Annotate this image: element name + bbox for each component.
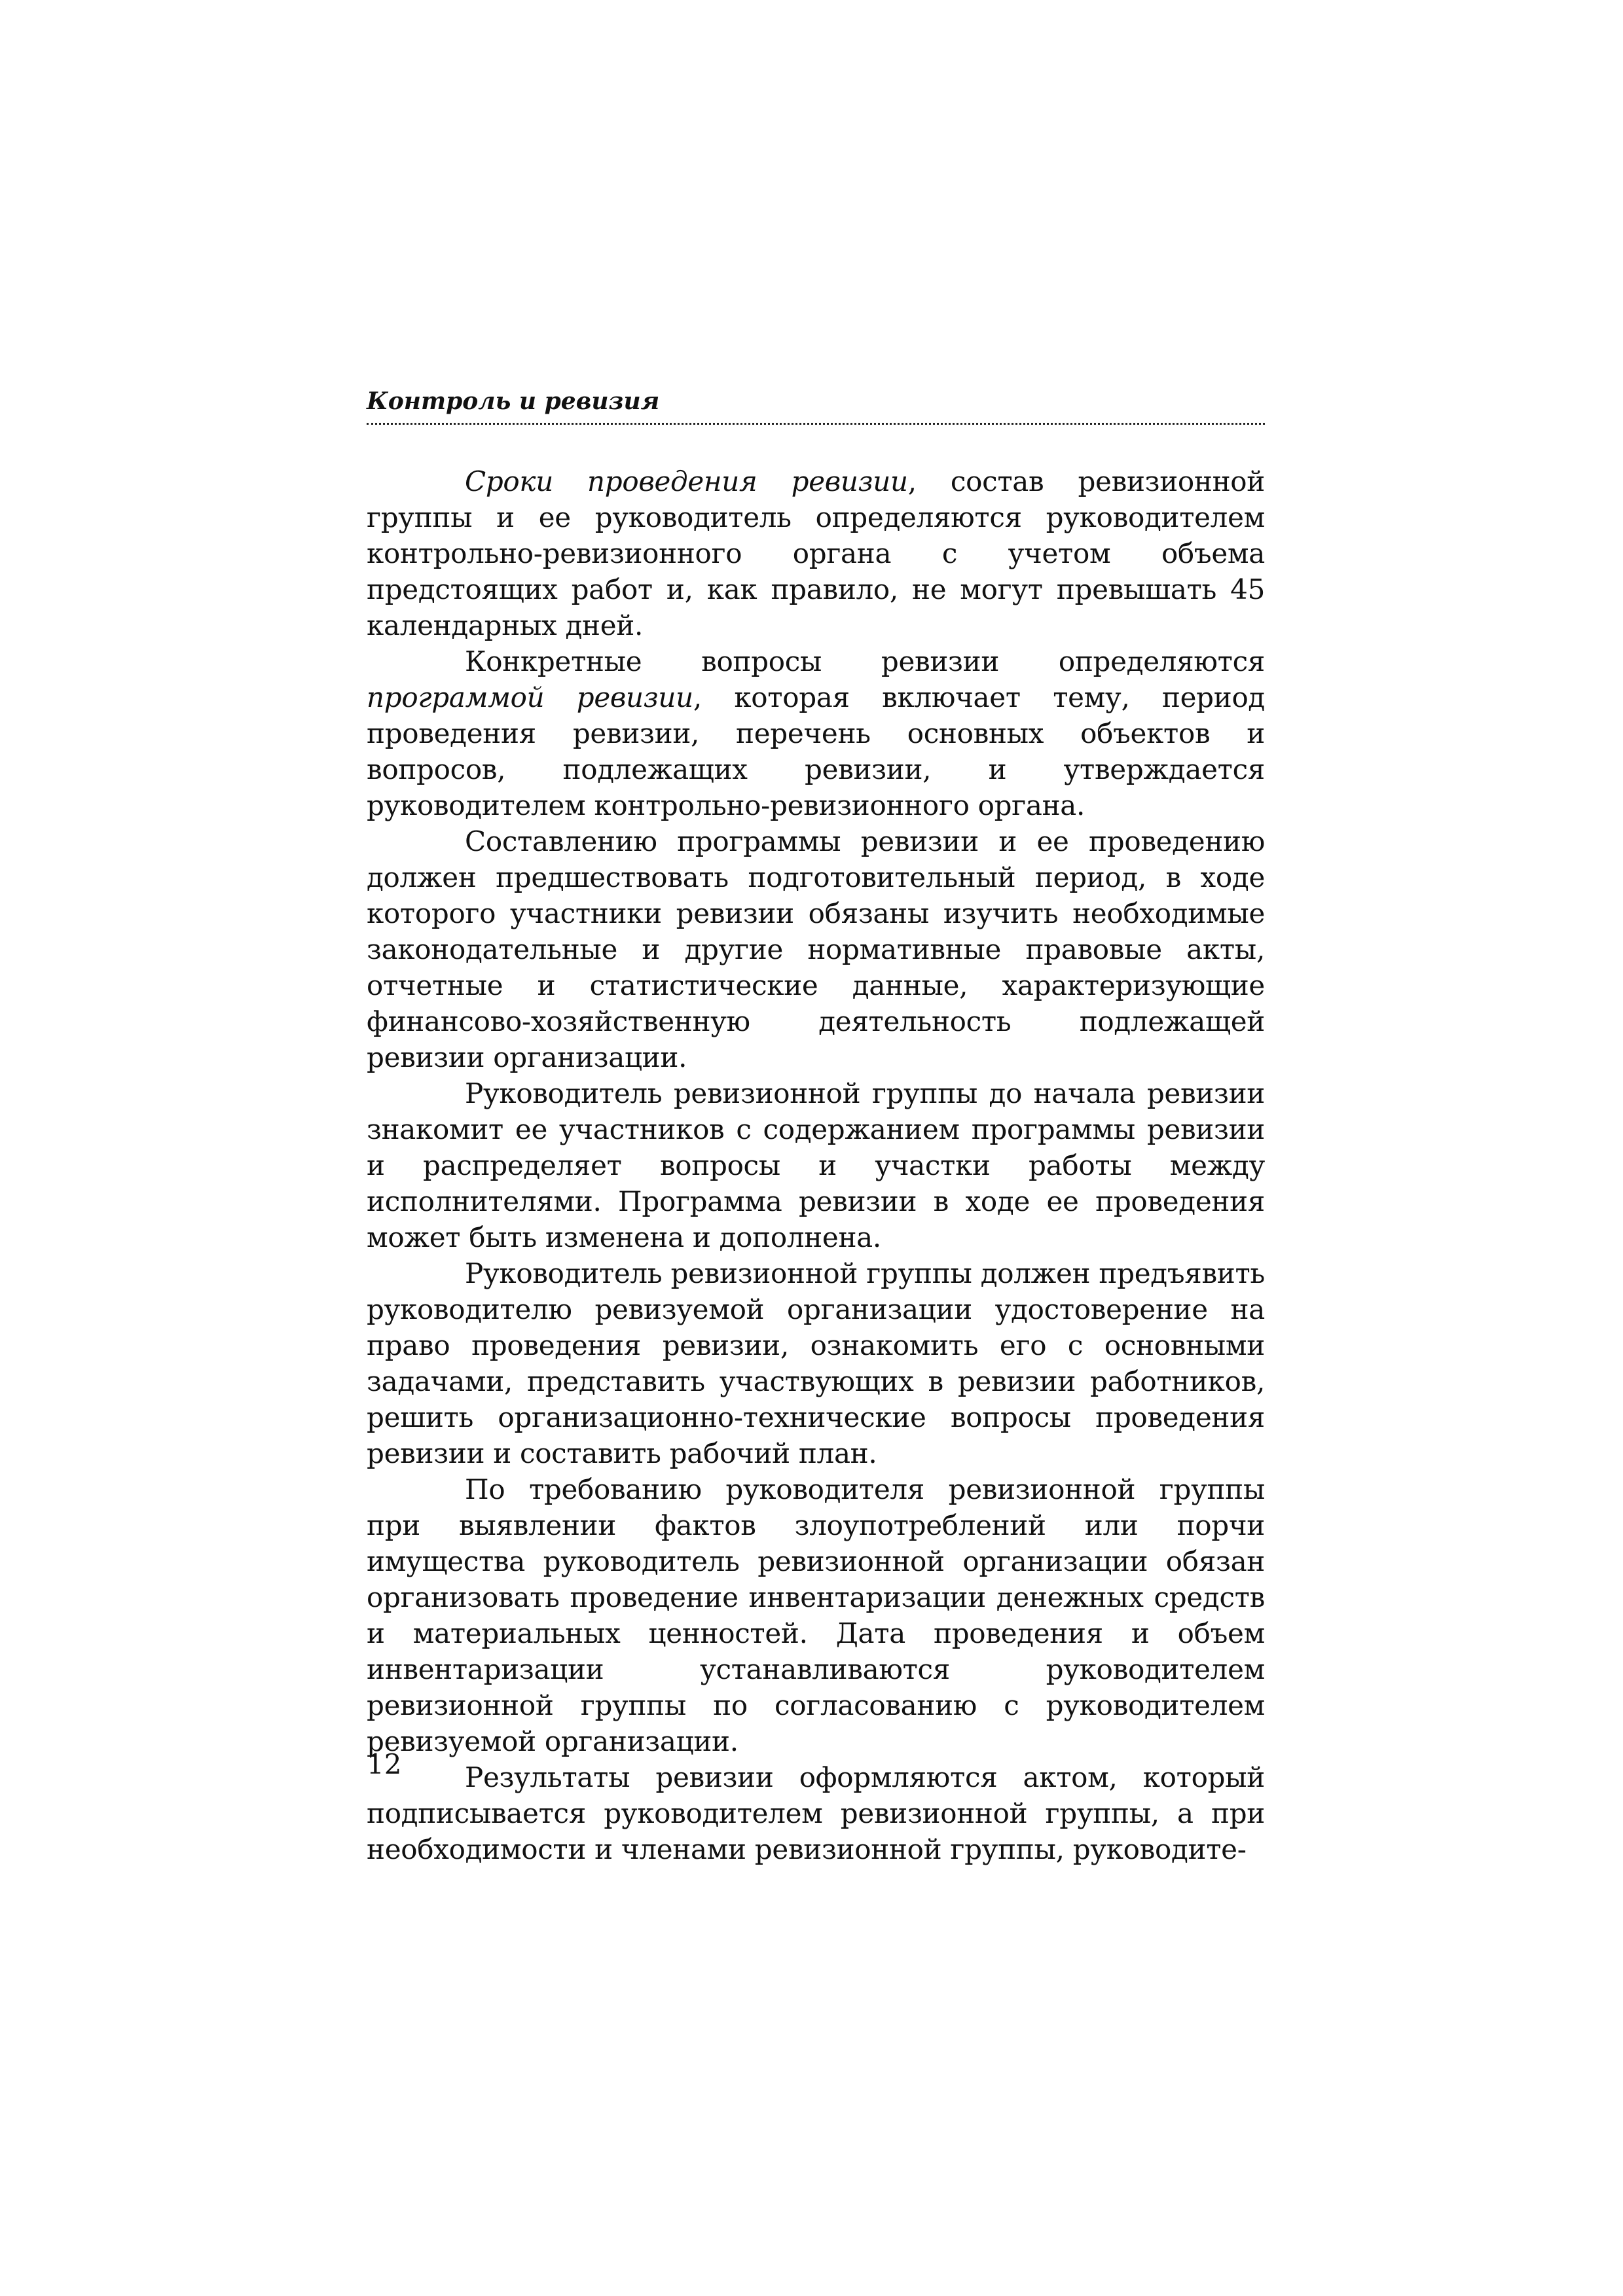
paragraph-credentials: Руководитель ревизионной группы должен предъявить руководителю ревизуемой организации удостоверение на право проведения ревизии, ознакомить его с основными задачами, представить участвующих в ревизии работников, решить организационно-технические вопросы проведения ревизии и составить рабочий план.: [367, 1257, 1265, 1469]
paragraph-text: , состав ревизионной группы и ее руководитель определяются руководителем контрольно-ревизионного органа с учетом объема предстоящих работ и, как правило, не могут превышать 45 календарных дней.: [367, 465, 1265, 641]
body-text: [367, 463, 1265, 1867]
paragraph-text: Конкретные вопросы ревизии определяются: [465, 645, 1265, 677]
paragraph-audit-results: Результаты ревизии оформляются актом, который подписывается руководителем ревизионной группы, а при необходимости и членами ревизионной группы, руководите-: [367, 1761, 1265, 1865]
italic-term: Сроки проведения ревизии: [465, 465, 908, 497]
italic-term: программой ревизии: [367, 681, 693, 713]
running-header: Контроль и ревизия: [367, 387, 660, 415]
paragraph-audit-terms: [367, 463, 1265, 643]
paragraph-text: , которая включает тему, период проведения ревизии, перечень основных объектов и вопросов, подлежащих ревизии, и утверждается руководителем контрольно-ревизионного органа.: [367, 681, 1265, 821]
header-divider: [367, 423, 1265, 425]
paragraph-group-briefing: Руководитель ревизионной группы до начала ревизии знакомит ее участников с содержанием программы ревизии и распределяет вопросы и участки работы между исполнителями. Программа ревизии в ходе ее проведения может быть изменена и дополнена.: [367, 1077, 1265, 1253]
paragraph-inventory: По требованию руководителя ревизионной группы при выявлении фактов злоупотреблений или порчи имущества руководитель ревизионной организации обязан организовать проведение инвентаризации денежных средств и материальных ценностей. Дата проведения и объем инвентаризации устанавливаются руководителем ревизионной группы по согласованию с руководителем ревизуемой организации.: [367, 1473, 1265, 1757]
paragraph-preparatory-period: Составлению программы ревизии и ее проведению должен предшествовать подготовительный период, в ходе которого участники ревизии обязаны изучить необходимые законодательные и другие нормативные правовые акты, отчетные и статистические данные, характеризующие финансово-хозяйственную деятельность подлежащей ревизии организации.: [367, 825, 1265, 1073]
paragraph-audit-program: [367, 643, 1265, 823]
page-number: 12: [367, 1748, 402, 1780]
